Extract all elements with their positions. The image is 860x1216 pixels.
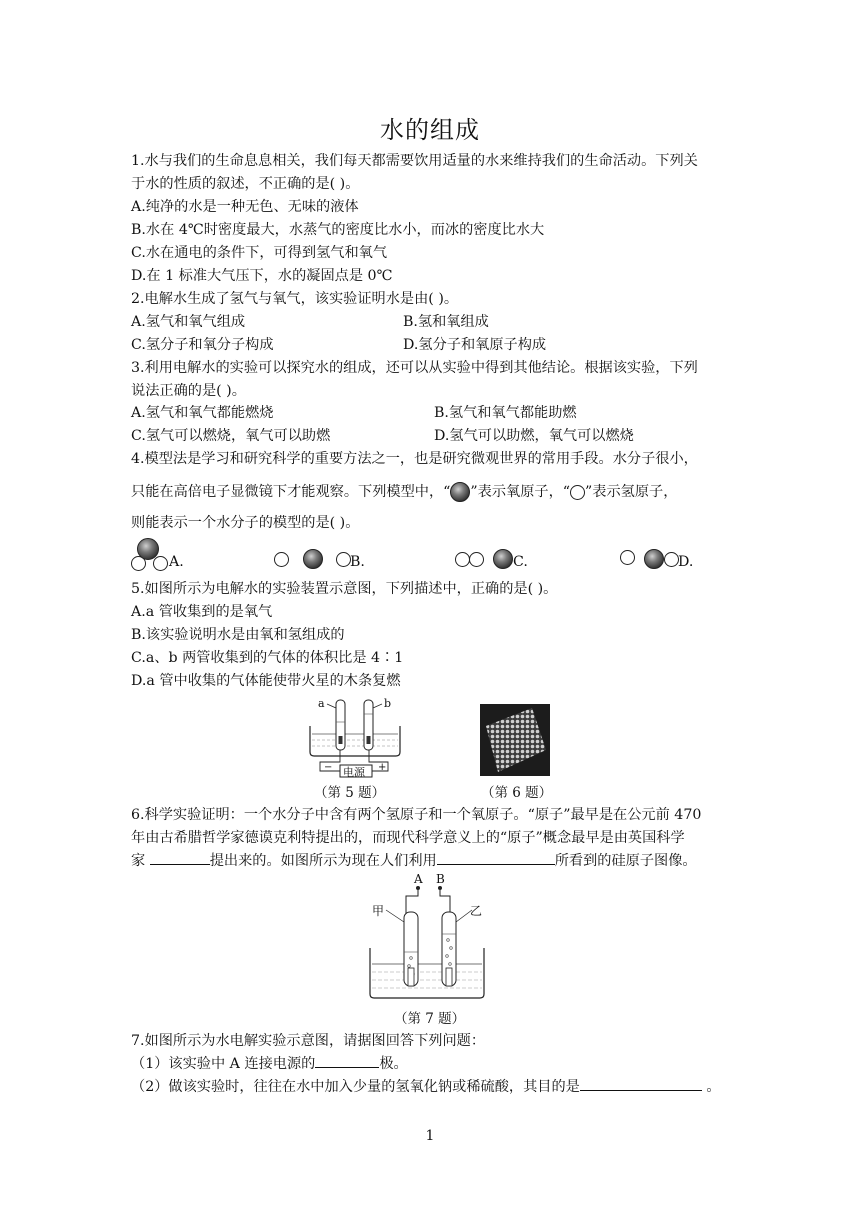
- q4-option-b: B.: [350, 554, 365, 570]
- q2-stem: 2.电解水生成了氢气与氧气，该实验证明水是由( )。: [131, 291, 459, 307]
- figure-7-label-b: B: [436, 872, 445, 886]
- q5-stem: 5.如图所示为电解水的实验装置示意图，下列描述中，正确的是( )。: [131, 581, 558, 597]
- figure-5-electrolysis-apparatus: [300, 696, 410, 778]
- q7-part1: [131, 1053, 408, 1075]
- q6-line3-part3: 所看到的硅原子图像。: [554, 853, 697, 869]
- q4-option-c: C.: [513, 554, 528, 570]
- q4-model-c: [455, 538, 545, 572]
- q5-option-b: B.该实验说明水是由氧和氢组成的: [131, 627, 345, 643]
- q3-option-d: D.氢气可以助燃，氧气可以燃烧: [434, 428, 634, 444]
- hydrogen-atom-icon: [469, 552, 484, 567]
- figure-7-label-jia: 甲: [372, 904, 385, 918]
- q4-stem-line3: 则能表示一个水分子的模型的是( )。: [131, 515, 360, 531]
- page-number: 1: [425, 1128, 435, 1144]
- q1-stem-line1: 1.水与我们的生命息息相关，我们每天都需要饮用适量的水来维持我们的生命活动。下列关: [131, 153, 698, 169]
- q4-stem-line1: 4.模型法是学习和研究科学的重要方法之一，也是研究微观世界的常用手段。水分子很小，: [131, 451, 698, 467]
- figure-5-minus-sign: −: [324, 762, 333, 773]
- q7-answer-blank-pole[interactable]: [315, 1053, 379, 1068]
- hydrogen-atom-icon: [336, 552, 351, 567]
- hydrogen-atom-icon: [664, 552, 679, 567]
- q4-stem-line2: [131, 481, 677, 503]
- q4-model-a: [131, 538, 191, 572]
- q2-option-d: D.氢分子和氧原子构成: [403, 337, 547, 353]
- q3-stem-line1: 3.利用电解水的实验可以探究水的组成，还可以从实验中得到其他结论。根据该实验，下列: [131, 360, 698, 376]
- hydrogen-atom-icon: [570, 485, 585, 500]
- figure-5-plus-sign: +: [378, 762, 387, 773]
- figure-7-electrolysis-apparatus: [366, 872, 488, 1002]
- q1-option-d: D.在 1 标准大气压下，水的凝固点是 0℃: [131, 268, 393, 284]
- q6-line3-part2: 提出来的。如图所示为现在人们利用: [209, 853, 437, 869]
- figure-7-drawing: [366, 872, 488, 1002]
- figure-5-label-b: b: [384, 697, 392, 710]
- figure-5-label-a: a: [318, 697, 325, 710]
- q7-part2: [131, 1076, 721, 1098]
- q3-stem-line2: 说法正确的是( )。: [131, 383, 246, 399]
- oxygen-atom-icon: [303, 549, 323, 569]
- figure-7-caption: （第 7 题）: [394, 1011, 466, 1027]
- hydrogen-atom-icon: [274, 552, 289, 567]
- q6-line3: [131, 850, 697, 872]
- q5-option-c: C.a、b 两管收集到的气体的体积比是 4∶1: [131, 650, 404, 666]
- q4-stem-line2-part3: ”表示氢原子，: [585, 484, 678, 500]
- q3-option-a: A.氢气和氧气都能燃烧: [131, 405, 274, 421]
- q4-option-d: D.: [678, 554, 694, 570]
- q2-option-c: C.氢分子和氧分子构成: [131, 337, 274, 353]
- oxygen-atom-icon: [493, 549, 513, 569]
- q5-option-d: D.a 管中收集的气体能使带火星的木条复燃: [131, 673, 401, 689]
- q4-stem-line2-part1: 只能在高倍电子显微镜下才能观察。下列模型中，“: [131, 484, 451, 500]
- figure-6-drawing: [480, 704, 550, 776]
- q7-stem: 7.如图所示为水电解实验示意图，请据图回答下列问题：: [131, 1033, 486, 1049]
- q1-option-c: C.水在通电的条件下，可得到氢气和氧气: [131, 245, 388, 261]
- q7-part2-text: （2）做该实验时，往往在水中加入少量的氢氧化钠或稀硫酸，其目的是: [131, 1079, 580, 1095]
- q1-option-b: B.水在 4℃时密度最大，水蒸气的密度比水小，而冰的密度比水大: [131, 222, 545, 238]
- q3-option-c: C.氢气可以燃烧，氧气可以助燃: [131, 428, 331, 444]
- figure-7-label-yi: 乙: [470, 904, 483, 918]
- figure-7-label-a: A: [414, 872, 423, 886]
- hydrogen-atom-icon: [455, 552, 470, 567]
- q6-answer-blank-scientist[interactable]: [150, 850, 210, 865]
- q4-model-b: [274, 538, 374, 572]
- page-title: 水的组成: [380, 116, 480, 144]
- q1-stem-line2: 于水的性质的叙述，不正确的是( )。: [131, 176, 360, 192]
- q7-part1-suffix: 极。: [379, 1056, 408, 1072]
- figure-6-silicon-atom-image: [480, 704, 550, 776]
- figure-5-power-label: 电源: [343, 766, 365, 779]
- q2-option-b: B.氢和氧组成: [403, 314, 489, 330]
- q3-option-b: B.氢气和氧气都能助燃: [434, 405, 577, 421]
- q1-option-a: A.纯净的水是一种无色、无味的液体: [131, 199, 359, 215]
- q6-line1: 6.科学实验证明：一个水分子中含有两个氢原子和一个氧原子。“原子”最早是在公元前 470: [131, 807, 702, 823]
- q5-option-a: A.a 管收集到的是氧气: [131, 604, 273, 620]
- hydrogen-atom-icon: [620, 550, 635, 565]
- q7-part2-suffix: 。: [701, 1079, 721, 1095]
- q6-answer-blank-instrument[interactable]: [437, 850, 555, 865]
- q2-option-a: A.氢气和氧气组成: [131, 314, 246, 330]
- q4-option-a: A.: [169, 554, 184, 570]
- oxygen-atom-icon: [644, 549, 664, 569]
- figure-5-caption: （第 5 题）: [314, 785, 386, 801]
- oxygen-atom-icon: [450, 482, 470, 502]
- q6-line3-part1: 家: [131, 853, 150, 869]
- q4-model-d: [620, 538, 710, 572]
- q4-stem-line2-part2: ”表示氧原子，“: [470, 484, 571, 500]
- q7-answer-blank-purpose[interactable]: [580, 1076, 702, 1091]
- hydrogen-atom-icon: [153, 556, 168, 571]
- q6-line2: 年由古希腊哲学家德谟克利特提出的，而现代科学意义上的“原子”概念最早是由英国科学: [131, 830, 685, 846]
- figure-6-caption: （第 6 题）: [481, 785, 553, 801]
- q7-part1-text: （1）该实验中 A 连接电源的: [131, 1056, 316, 1072]
